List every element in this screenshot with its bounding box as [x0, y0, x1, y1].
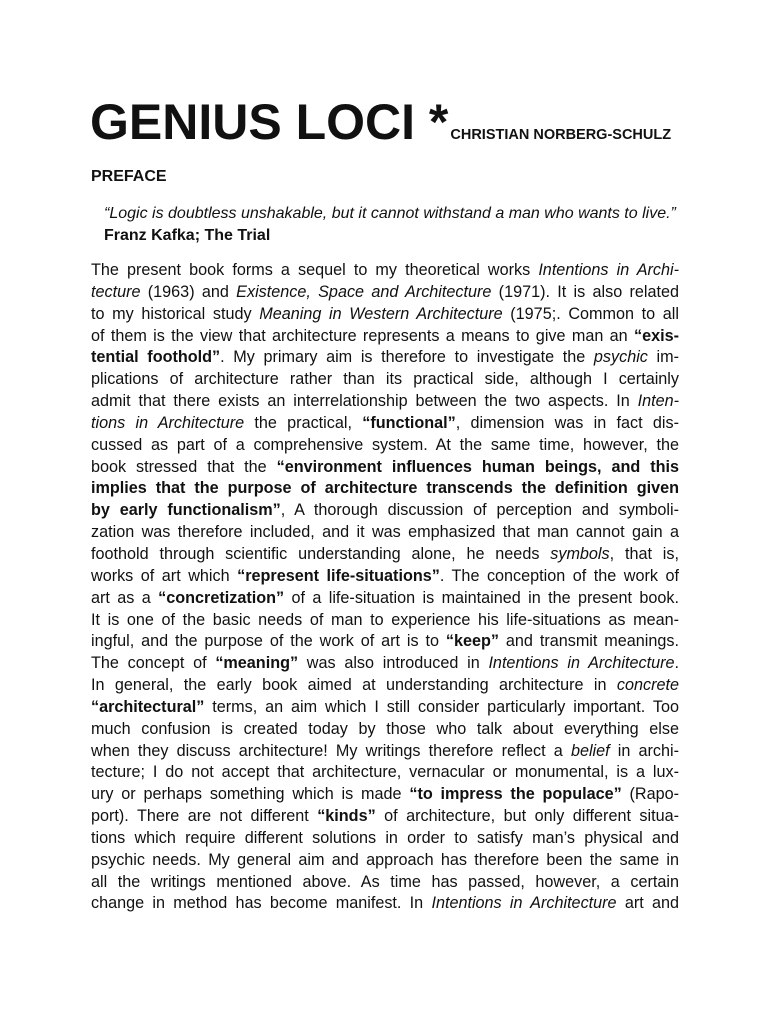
- body-line: [91, 806, 679, 828]
- bold-text: “to impress the populace”: [409, 785, 622, 804]
- bold-text: “concretization”: [158, 588, 285, 607]
- body-line: [91, 369, 679, 391]
- author-name: CHRISTIAN NORBERG-SCHULZ: [450, 127, 672, 143]
- bold-text: “represent life-situations”: [237, 566, 440, 585]
- bold-text: “functional”: [362, 413, 456, 432]
- italic-text: Existence, Space and Architecture: [236, 282, 492, 301]
- epigraph-source: Franz Kafka; The Trial: [104, 227, 271, 244]
- bold-text: “architectural”: [91, 697, 205, 716]
- body-line: [91, 478, 679, 500]
- body-text-run: all the writings mentioned above. As time has passed, however, a certain: [91, 872, 679, 891]
- body-line: [91, 631, 679, 653]
- body-line: [91, 850, 679, 872]
- body-line: [91, 347, 679, 369]
- body-text-run: terms, an aim which I still consider particularly important. Too: [204, 697, 679, 716]
- body-text-run: much confusion is created today by those who talk about everything else: [91, 719, 679, 738]
- italic-text: belief: [570, 741, 610, 760]
- body-line: [91, 872, 679, 894]
- body-line: [91, 260, 679, 282]
- body-line: [91, 500, 679, 522]
- epigraph-quote: “Logic is doubtless unshakable, but it cannot withstand a man who wants to live.”: [104, 205, 676, 222]
- body-line: [91, 588, 679, 610]
- bold-text: tential foothold”: [91, 348, 221, 367]
- body-text-run: , dimension was in fact dis-: [455, 413, 679, 432]
- body-line: [91, 893, 679, 915]
- italic-text: tecture: [91, 282, 141, 301]
- body-text-run: the practical,: [244, 413, 363, 432]
- body-text-run: tions which require different solutions in order to satisfy man’s physical and: [91, 828, 679, 847]
- body-text-run: It is one of the basic needs of man to experience his life-situations as mean-: [91, 610, 679, 629]
- bold-text: “keep”: [445, 632, 500, 651]
- body-line: [91, 326, 679, 348]
- body-text-run: of them is the view that architecture represents a means to give man an: [91, 326, 634, 345]
- body-line: [91, 544, 679, 566]
- body-text-run: tecture; I do not accept that architecture, vernacular or monumental, is a lux-: [91, 763, 679, 782]
- body-line: [91, 566, 679, 588]
- section-heading: PREFACE: [91, 168, 167, 185]
- italic-text: Meaning in Western Architecture: [259, 304, 503, 323]
- body-line: [91, 697, 679, 719]
- bold-text: “environment influences human beings, and this: [276, 457, 679, 476]
- body-line: [91, 435, 679, 457]
- bold-text: “kinds”: [317, 807, 376, 826]
- body-text-run: art as a: [91, 588, 159, 607]
- body-line: [91, 675, 679, 697]
- body-text-run: port). There are not different: [91, 807, 318, 826]
- body-text-run: psychic needs. My general aim and approach has therefore been the same in: [91, 850, 679, 869]
- body-text-run: art and: [616, 894, 679, 913]
- italic-text: tions in Architecture: [91, 413, 245, 432]
- body-text-run: change in method has become manifest. In: [91, 894, 432, 913]
- body-text: [91, 260, 679, 915]
- body-text-run: zation was therefore included, and it was emphasized that man cannot gain a: [91, 523, 679, 542]
- page-title: GENIUS LOCI *: [90, 94, 449, 150]
- italic-text: Intentions in Architecture: [431, 894, 617, 913]
- body-line: [91, 741, 679, 763]
- body-text-run: book stressed that the: [91, 457, 277, 476]
- body-line: [91, 413, 679, 435]
- italic-text: symbols: [550, 544, 610, 563]
- body-text-run: (1963) and: [140, 282, 237, 301]
- italic-text: psychic: [593, 348, 648, 367]
- body-text-run: (1975;. Common to all: [502, 304, 679, 323]
- body-text-run: of architecture, but only different situa-: [375, 807, 680, 826]
- body-text-run: works of art which: [91, 566, 238, 585]
- body-line: [91, 304, 679, 326]
- body-text-run: The present book forms a sequel to my theoretical works: [91, 261, 539, 279]
- body-text-run: , A thorough discussion of perception and symboli-: [280, 501, 679, 520]
- body-text-run: . My primary aim is therefore to investigate the: [220, 348, 594, 367]
- body-text-run: plications of architecture rather than its practical side, although I certainly: [91, 370, 679, 389]
- body-text-run: , that is,: [609, 544, 679, 563]
- body-text-run: admit that there exists an interrelationship between the two aspects. In: [91, 392, 638, 411]
- bold-text: by early functionalism”: [91, 501, 281, 520]
- body-text-run: im-: [647, 348, 680, 367]
- body-text-run: . The conception of the work of: [439, 566, 679, 585]
- body-line: [91, 457, 679, 479]
- body-line: [91, 762, 679, 784]
- italic-text: Intentions in Archi-: [538, 261, 679, 279]
- body-text-run: foothold through scientific understanding alone, he needs: [91, 544, 551, 563]
- body-text-run: In general, the early book aimed at understanding architecture in: [91, 676, 617, 695]
- body-text-run: and transmit meanings.: [499, 632, 679, 651]
- body-text-run: (Rapo-: [621, 785, 679, 804]
- body-line: [91, 282, 679, 304]
- body-text-run: .: [674, 654, 679, 673]
- body-text-run: (1971). It is also related: [491, 282, 679, 301]
- body-text-run: in archi-: [609, 741, 679, 760]
- body-text-run: to my historical study: [91, 304, 260, 323]
- body-line: [91, 653, 679, 675]
- body-text-run: when they discuss architecture! My writings therefore reflect a: [91, 741, 571, 760]
- body-line: [91, 719, 679, 741]
- epigraph: [104, 203, 680, 247]
- body-text-run: was also introduced in: [298, 654, 489, 673]
- body-text-run: ingful, and the purpose of the work of art is to: [91, 632, 446, 651]
- body-line: [91, 610, 679, 632]
- title-row: [90, 93, 671, 151]
- bold-text: implies that the purpose of architecture transcends the definition given: [91, 479, 679, 498]
- body-line: [91, 784, 679, 806]
- body-text-run: cussed as part of a comprehensive system. At the same time, however, the: [91, 435, 679, 454]
- body-line: [91, 391, 679, 413]
- bold-text: “exis-: [634, 326, 679, 345]
- body-text-run: ury or perhaps something which is made: [91, 785, 410, 804]
- body-line: [91, 522, 679, 544]
- italic-text: Intentions in Architecture: [488, 654, 675, 673]
- italic-text: Inten-: [637, 392, 679, 411]
- body-text-run: of a life-situation is maintained in the present book.: [284, 588, 679, 607]
- bold-text: “meaning”: [215, 654, 299, 673]
- italic-text: concrete: [616, 676, 679, 695]
- body-line: [91, 828, 679, 850]
- body-text-run: The concept of: [91, 654, 216, 673]
